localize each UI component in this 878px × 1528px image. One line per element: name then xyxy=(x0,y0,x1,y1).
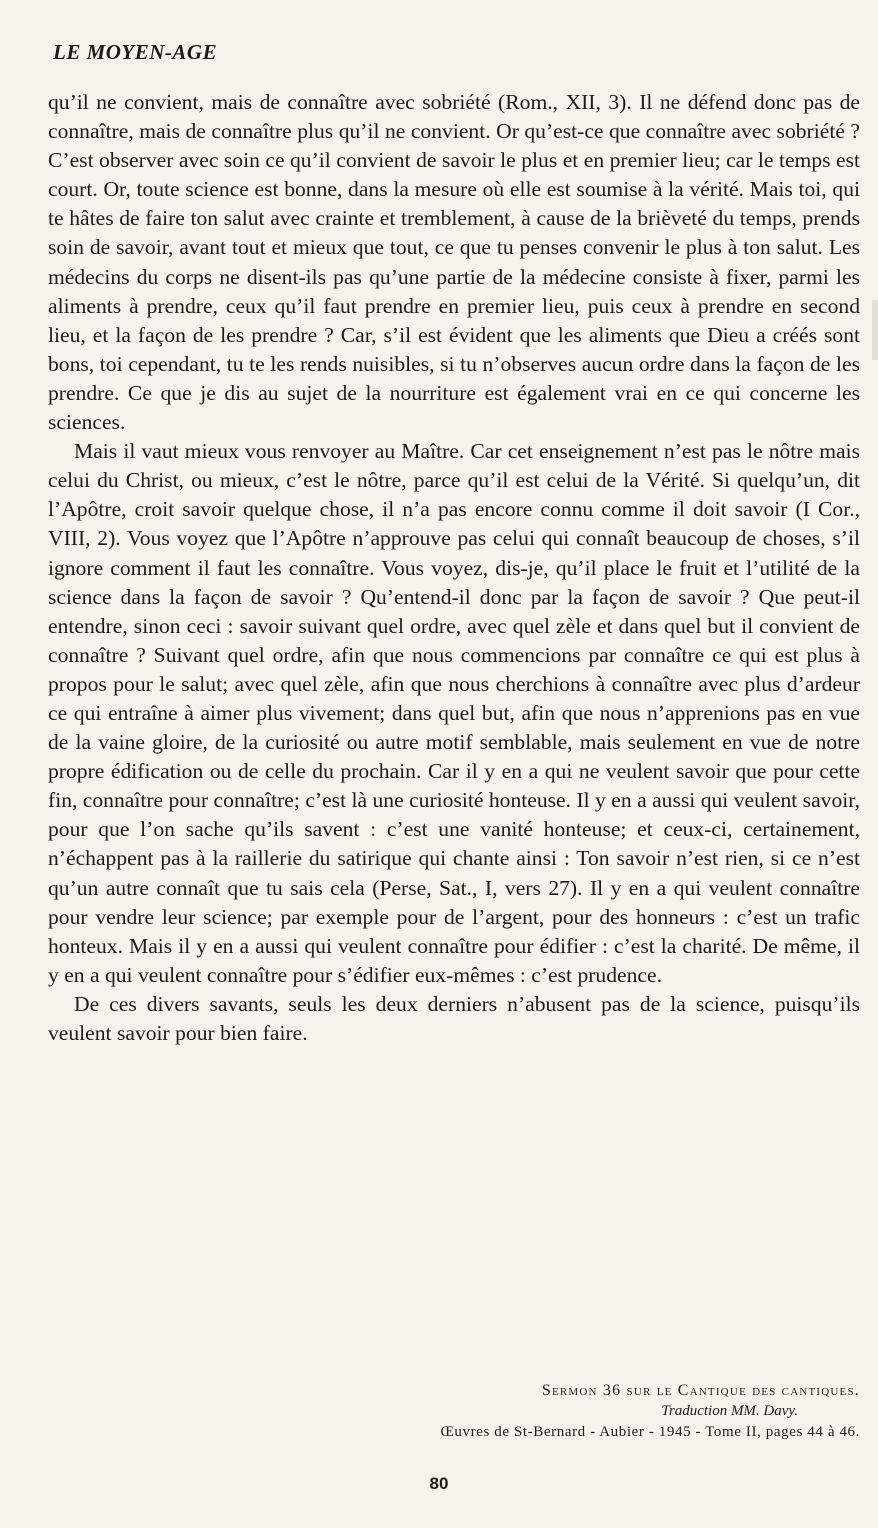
page-number: 80 xyxy=(429,1474,449,1493)
body-text xyxy=(48,88,860,1048)
paragraph-3: De ces divers savants, seuls les deux derniers n’abusent pas de la science, puisqu’ils veulent savoir pour bien faire. xyxy=(48,991,860,1045)
citation-works: Œuvres de St-Bernard - Aubier - 1945 - Tome II, pages 44 à 46. xyxy=(440,1424,860,1440)
paragraph-1: qu’il ne convient, mais de connaître avec sobriété (Rom., XII, 3). Il ne défend donc pas de connaître, mais de connaître plus qu’il ne convient. Or qu’est-ce que connaître avec sobriété ? C’est observer avec soin ce qu’il convient de savoir le plus et en premier lieu; car le temps est court. Or, toute science est bonne, dans la mesure où elle est soumise à la vérité. Mais toi, qui te hâtes de faire ton salut avec crainte et tremblement, à cause de la brièveté du temps, prends soin de savoir, avant tout et mieux que tout, ce que tu penses convenir le plus à ton salut. Les médecins du corps ne disent-ils pas qu’une partie de la médecine consiste à fixer, parmi les aliments à prendre, ceux qu’il faut prendre en premier lieu, puis ceux à prendre en second lieu, et la façon de les prendre ? Car, s’il est évident que les aliments que Dieu a créés sont bons, toi cependant, tu te les rends nuisibles, si tu n’observes aucun ordre dans la façon de les prendre. Ce que je dis au sujet de la nourriture est également vrai en ce qui concerne les sciences. xyxy=(48,90,860,435)
paragraph-2: Mais il vaut mieux vous renvoyer au Maître. Car cet enseignement n’est pas le nôtre mais celui du Christ, ou mieux, c’est le nôtre, parce qu’il est celui de la Vérité. Si quelqu’un, dit l’Apôtre, croit savoir quelque chose, il n’a pas encore connu comme il doit savoir (I Cor., VIII, 2). Vous voyez que l’Apôtre n’approuve pas celui qui connaît beaucoup de choses, s’il ignore comment il faut les connaître. Vous voyez, dis-je, qu’il place le fruit et l’utilité de la science dans la façon de savoir ? Qu’entend-il donc par la façon de savoir ? Que peut-il entendre, sinon ceci : savoir suivant quel ordre, avec quel zèle et dans quel but il convient de connaître ? Suivant quel ordre, afin que nous commencions par connaître ce qui est plus à propos pour le salut; avec quel zèle, afin que nous cherchions à connaître avec plus d’ardeur ce qui entraîne à aimer plus vivement; dans quel but, afin que nous n’apprenions pas en vue de la vaine gloire, de la curiosité ou autre motif semblable, mais seulement en vue de notre propre édification ou de celle du prochain. Car il y en a qui ne veulent savoir que pour cette fin, connaître pour connaître; c’est là une curiosité honteuse. Il y en a aussi qui veulent savoir, pour que l’on sache qu’ils savent : c’est une vanité honteuse; et ceux-ci, certainement, n’échappent pas à la raillerie du satirique qui chante ainsi : Ton savoir n’est rien, si ce n’est qu’un autre connaît que tu sais cela (Perse, Sat., I, vers 27). Il y en a qui veulent connaître pour vendre leur science; par exemple pour de l’argent, pour des honneurs : c’est un trafic honteux. Mais il y en a aussi qui veulent connaître pour édifier : c’est la charité. De même, il y en a qui veulent connaître pour s’édifier eux-mêmes : c’est prudence. xyxy=(48,439,860,987)
page-edge-mark xyxy=(872,300,878,360)
citation-translation: Traduction MM. Davy. xyxy=(661,1403,798,1419)
citation-sermon: Sermon 36 sur le Cantique des cantiques. xyxy=(541,1382,860,1399)
source-citation xyxy=(200,1380,860,1443)
running-head-title: LE MOYEN-AGE xyxy=(53,40,218,64)
